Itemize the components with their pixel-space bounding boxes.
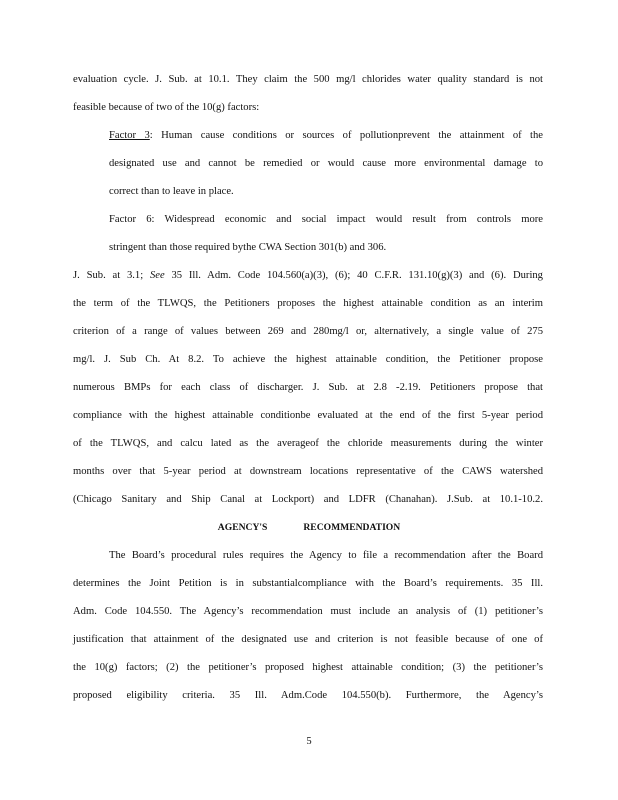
body-line: numerous BMPs for each class of discharger. J. Sub. at 2.8 -2.19. Petitioners propose that <box>73 382 543 393</box>
body-line: proposed eligibility criteria. 35 Ill. Adm.Code 104.550(b). Furthermore, the Agency’s <box>73 690 543 701</box>
body-line: feasible because of two of the 10(g) factors: <box>73 102 260 113</box>
factor6-line: Factor 6: Widespread economic and social impact would result from controls more <box>109 214 543 225</box>
body-line: determines the Joint Petition is in substantialcompliance with the Board’s requirements. 35 Ill. <box>73 578 543 589</box>
factor3-text: : Human cause conditions or sources of pollutionprevent the attainment of the <box>149 130 543 141</box>
section-heading <box>0 521 618 535</box>
heading-word: AGENCY'S <box>217 522 268 533</box>
heading-word: RECOMMENDATION <box>303 522 401 533</box>
citation-see: See <box>149 270 165 281</box>
factor6-line: stringent than those required bythe CWA Section 301(b) and 306. <box>109 242 387 253</box>
factor3-line: designated use and cannot be remedied or would cause more environmental damage to <box>109 158 543 169</box>
factor3-line: correct than to leave in place. <box>109 186 234 197</box>
factor3-line <box>109 129 543 143</box>
body-line: evaluation cycle. J. Sub. at 10.1. They claim the 500 mg/l chlorides water quality standard is not <box>73 74 543 85</box>
page-number: 5 <box>306 736 312 747</box>
factor3-label: Factor 3 <box>109 130 150 141</box>
body-line: justification that attainment of the designated use and criterion is not feasible because of one of <box>73 634 543 645</box>
body-line: Adm. Code 104.550. The Agency’s recommendation must include an analysis of (1) petitioner’s <box>73 606 543 617</box>
body-line: the 10(g) factors; (2) the petitioner’s proposed highest attainable condition; (3) the petitioner’s <box>73 662 543 673</box>
citation-pre: J. Sub. at 3.1; <box>73 270 150 281</box>
body-line: The Board’s procedural rules requires the Agency to file a recommendation after the Board <box>109 550 543 561</box>
body-line: (Chicago Sanitary and Ship Canal at Lockport) and LDFR (Chanahan). J.Sub. at 10.1-10.2. <box>73 494 543 505</box>
body-line: mg/l. J. Sub Ch. At 8.2. To achieve the highest attainable condition, the Petitioner propose <box>73 354 543 365</box>
body-line: of the TLWQS, and calcu lated as the averageof the chloride measurements during the winter <box>73 438 543 449</box>
body-line: the term of the TLWQS, the Petitioners proposes the highest attainable condition as an interim <box>73 298 543 309</box>
body-line: months over that 5-year period at downstream locations representative of the CAWS watershed <box>73 466 543 477</box>
citation-post: 35 Ill. Adm. Code 104.560(a)(3), (6); 40 C.F.R. 131.10(g)(3) and (6). During <box>164 270 543 281</box>
body-line: compliance with the highest attainable conditionbe evaluated at the end of the first 5-year period <box>73 410 543 421</box>
citation-line <box>73 269 543 283</box>
body-line: criterion of a range of values between 269 and 280mg/l or, alternatively, a single value of 275 <box>73 326 543 337</box>
